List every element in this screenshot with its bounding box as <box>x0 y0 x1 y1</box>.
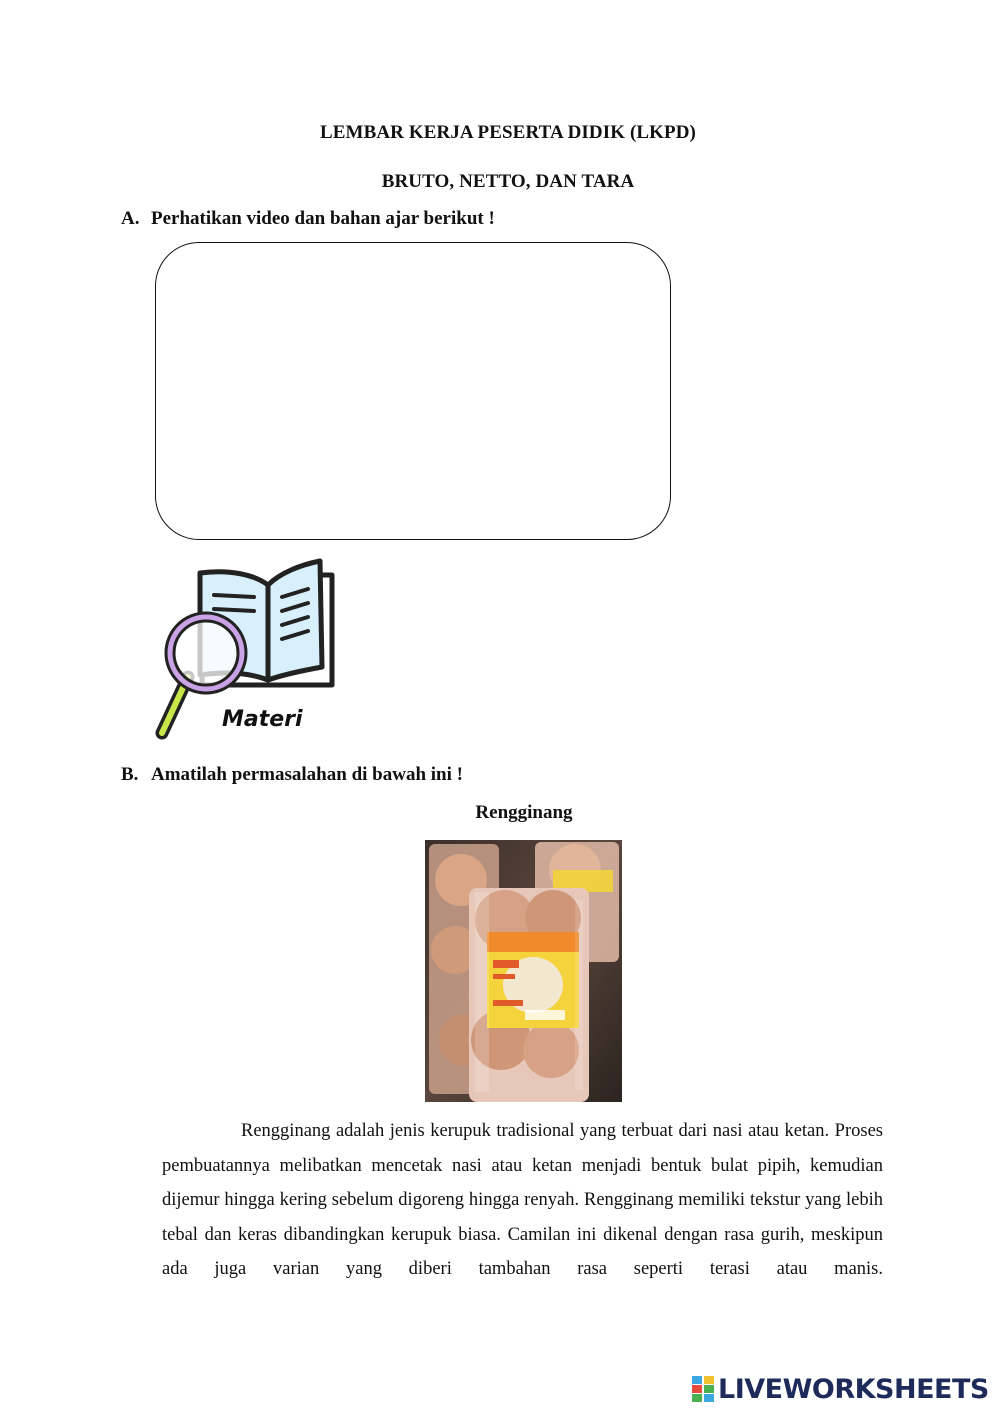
rengginang-description-text: Rengginang adalah jenis kerupuk tradisional yang terbuat dari nasi atau ketan. Proses pembuatannya melibatkan mencetak nasi atau ketan menjadi bentuk bulat pipih, kemudian dijemur hingga kering sebelum digoreng hingga renyah. Rengginang memiliki tekstur yang lebih tebal dan keras dibandingkan kerupuk biasa. Camilan ini dikenal dengan rasa gurih, meskipun ada juga varian yang diberi tambahan rasa seperti terasi atau manis. <box>162 1121 883 1279</box>
materi-button[interactable] <box>150 555 340 745</box>
worksheet-title: LEMBAR KERJA PESERTA DIDIK (LKPD) <box>320 122 696 143</box>
video-placeholder[interactable] <box>155 242 671 540</box>
section-b-number: B. <box>121 764 139 785</box>
liveworksheets-logo[interactable] <box>692 1373 989 1405</box>
section-b-text: Amatilah permasalahan di bawah ini ! <box>151 764 463 785</box>
worksheet-subtitle: BRUTO, NETTO, DAN TARA <box>381 171 635 192</box>
materi-label: Materi <box>222 707 303 732</box>
rengginang-photo <box>425 840 622 1102</box>
section-b-heading <box>121 764 463 786</box>
photo-title: Rengginang <box>475 802 573 823</box>
section-a-text: Perhatikan video dan bahan ajar berikut ! <box>151 208 495 229</box>
section-a-heading <box>121 208 495 230</box>
section-a-number: A. <box>121 208 140 229</box>
liveworksheets-brand: LIVEWORKSHEETS <box>718 1373 989 1405</box>
liveworksheets-logo-icon <box>692 1376 714 1402</box>
rengginang-description <box>162 1114 883 1287</box>
